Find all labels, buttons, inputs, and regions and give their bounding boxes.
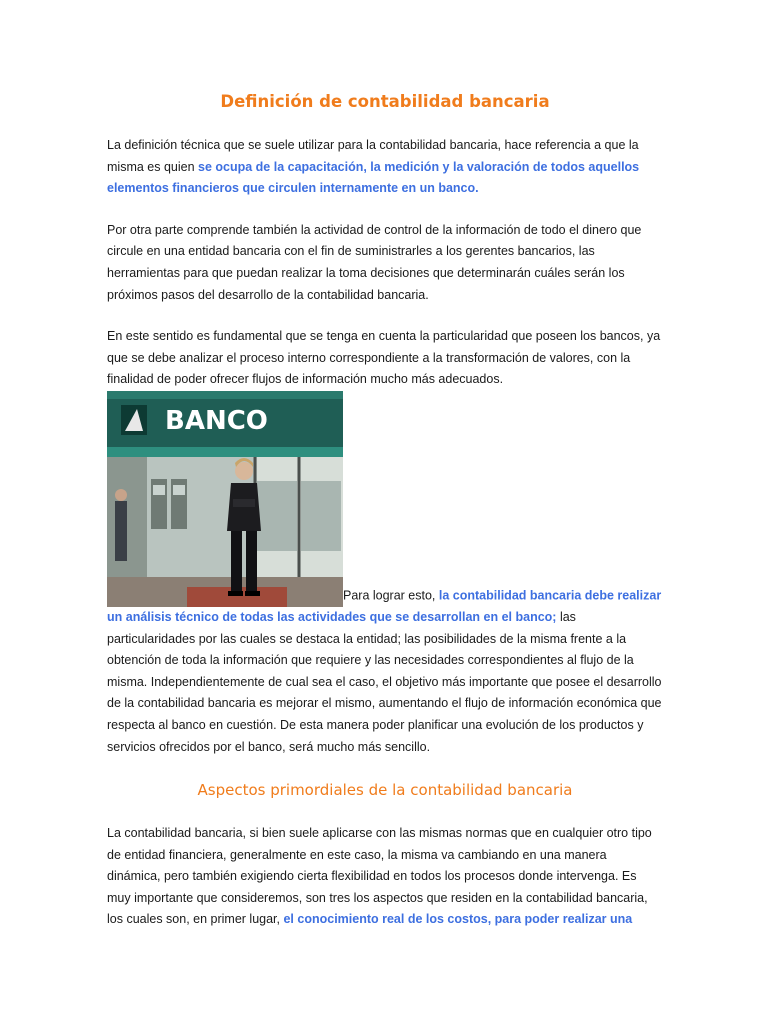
paragraph-particularity: En este sentido es fundamental que se tenga en cuenta la particularidad que poseen los bancos, ya que se debe analizar el proceso interno correspondiente a la transformación de valores, con la finalidad de poder ofrecer flujos de información mucho más adecuados.	[107, 329, 661, 387]
paragraph-text: las particularidades por las cuales se destaca la entidad; las posibilidades de la misma frente a la obtención de toda la información que requiere y las necesidades correspondientes al flujo de la misma. Independientemente de cual sea el caso, el objetivo más importante que posee el desarrollo de la contabilidad bancaria es mejorar el mismo, aumentando el flujo de información económica que respecta al banco en cuestión. De esta manera poder planificar una evolución de los productos y servicios ofrecidos por el banco, será mucho más sencillo.	[107, 609, 662, 754]
paragraph-text: Para lograr esto,	[343, 588, 439, 603]
document-body	[107, 88, 663, 951]
paragraph-aspects	[107, 823, 663, 931]
paragraph-text: La definición técnica que se suele utilizar para la contabilidad bancaria, hace referencia a que la misma es quien	[107, 138, 639, 174]
bank-photo-illustration	[107, 391, 343, 607]
paragraph-with-image	[107, 391, 663, 758]
paragraph-definition	[107, 135, 663, 200]
bank-photo	[107, 391, 343, 607]
highlight-text: la contabilidad bancaria debe realizar un análisis técnico de todas las actividades que se desarrollan en el banco;	[107, 588, 662, 624]
page-title: Definición de contabilidad bancaria	[220, 92, 550, 111]
paragraph-control: Por otra parte comprende también la actividad de control de la información de todo el dinero que circule en una entidad bancaria con el fin de suministrarles a los gerentes bancarios, las herramientas para que puedan realizar la toma decisiones que determinarán cuáles serán los próximos pasos del desarrollo de la contabilidad bancaria.	[107, 222, 642, 302]
paragraph-text: La contabilidad bancaria, si bien suele aplicarse con las mismas normas que en cualquier otro tipo de entidad financiera, generalmente en este caso, la misma va cambiando en una manera dinámica, pero también exigiendo cierta flexibilidad en todos los procesos donde intervenga. Es muy importante que consideremos, son tres los aspectos que residen en la contabilidad bancaria, los cuales son, en primer lugar,	[107, 826, 652, 927]
highlight-text: el conocimiento real de los costos, para poder realizar una	[283, 912, 633, 927]
section-heading: Aspectos primordiales de la contabilidad bancaria	[197, 781, 573, 800]
highlight-text: se ocupa de la capacitación, la medición y la valoración de todos aquellos elementos financieros que circulen internamente en un banco.	[107, 159, 640, 196]
bank-sign-text: BANCO	[165, 405, 268, 436]
